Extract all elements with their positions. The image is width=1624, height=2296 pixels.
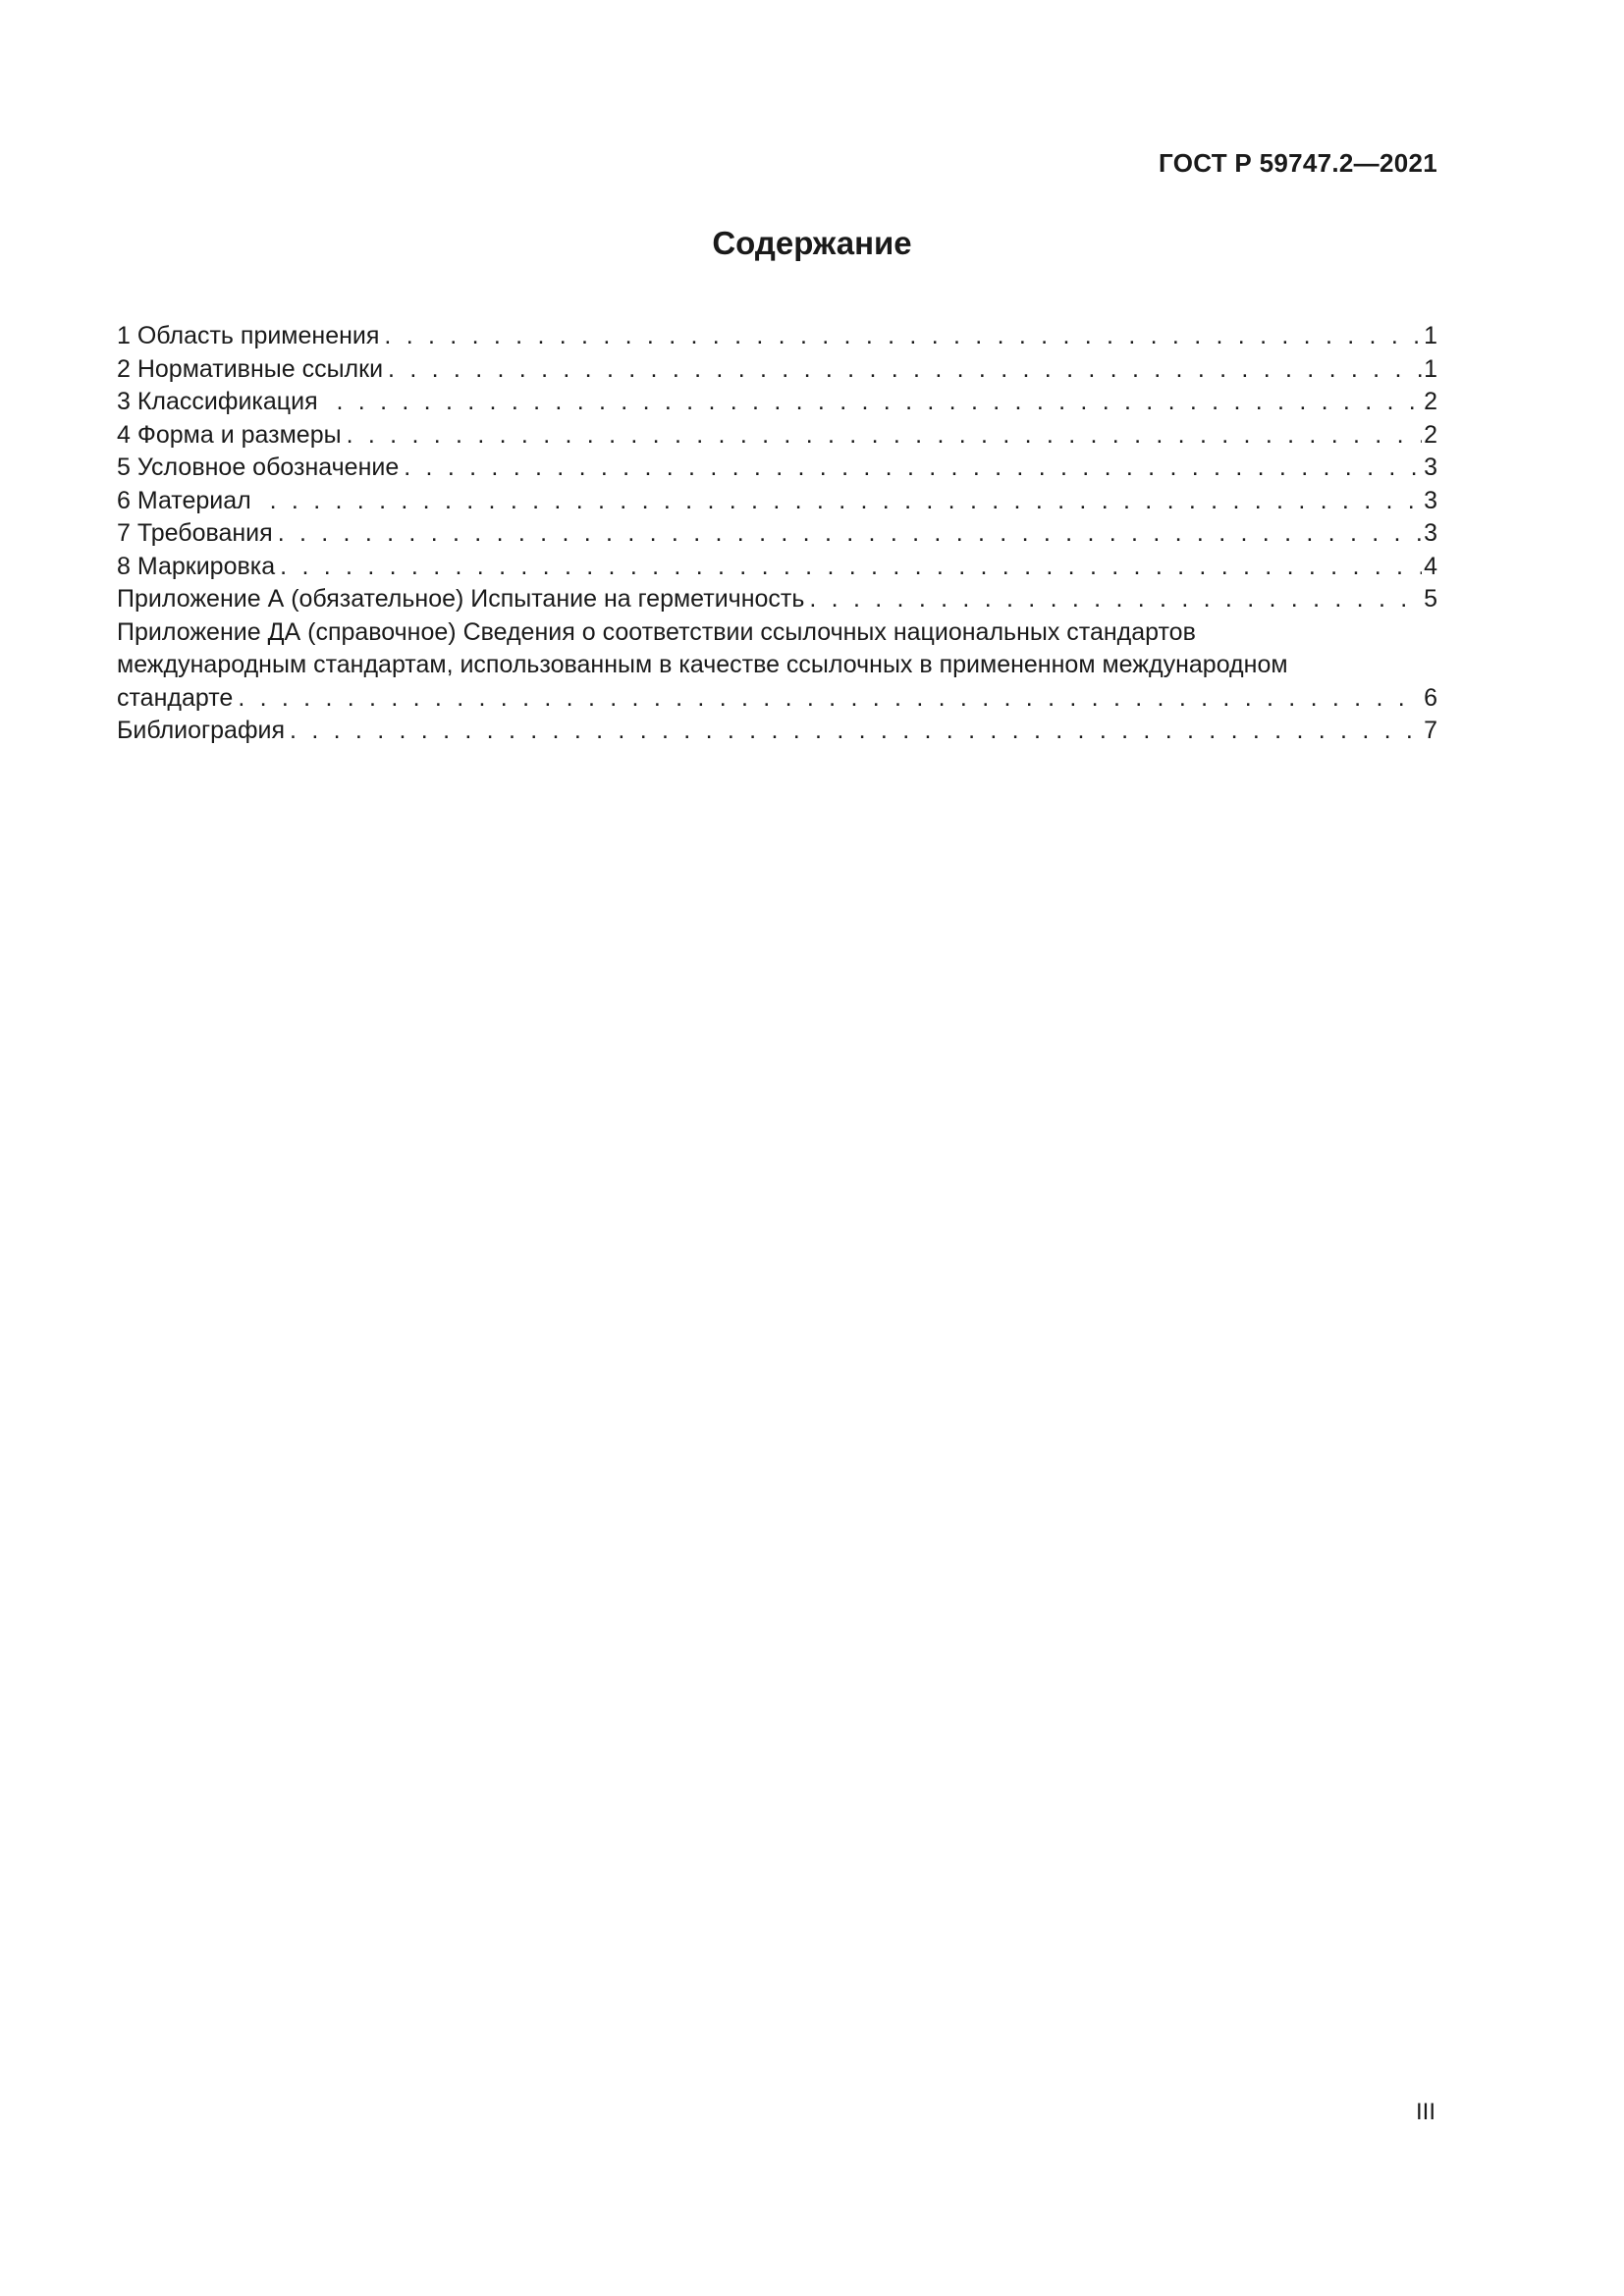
toc-entry-label: 8 Маркировка — [117, 552, 276, 580]
toc-leader-dots — [238, 682, 1422, 716]
toc-entry-page: 1 — [1424, 354, 1437, 383]
toc-entry-page: 4 — [1424, 552, 1437, 580]
page-number: III — [1415, 2099, 1435, 2125]
toc-entry-page: 6 — [1424, 683, 1437, 712]
toc-entry-normative-references[interactable] — [117, 353, 1437, 387]
toc-entry-last-line — [117, 682, 1437, 716]
toc-entry-label: 4 Форма и размеры — [117, 420, 342, 449]
toc-entry-page: 5 — [1424, 585, 1437, 613]
toc-entry-page: 2 — [1424, 388, 1437, 415]
toc-entry-label-line: Приложение ДА (справочное) Сведения о соответствии ссылочных национальных стандартов — [117, 617, 1196, 646]
toc-entry-label-line: международным стандартам, использованным в качестве ссылочных в примененном международном — [117, 651, 1288, 678]
toc-entry-label: 1 Область применения — [117, 322, 380, 349]
toc-leader-dots — [337, 386, 1423, 419]
toc-entry-label: стандарте — [117, 683, 234, 712]
toc-leader-dots — [809, 583, 1422, 616]
toc-entry-label: Библиография — [117, 717, 286, 744]
toc-entry-label: 5 Условное обозначение — [117, 454, 400, 481]
toc-entry-label: 2 Нормативные ссылки — [117, 354, 384, 383]
toc-entry-label: 7 Требования — [117, 519, 273, 547]
toc-entry-page: 3 — [1424, 519, 1437, 547]
toc-leader-dots — [290, 715, 1422, 748]
toc-entry-label: Приложение А (обязательное) Испытание на герметичность — [117, 585, 805, 613]
toc-entry-label: 3 Классификация — [117, 388, 332, 415]
toc-entry-shape-and-dimensions[interactable] — [117, 419, 1437, 453]
document-code: ГОСТ Р 59747.2—2021 — [1159, 148, 1437, 178]
table-of-contents — [117, 320, 1437, 748]
toc-entry-label: 6 Материал — [117, 486, 265, 514]
toc-entry-scope[interactable] — [117, 320, 1437, 353]
toc-entry-appendix-da[interactable] — [117, 616, 1437, 716]
toc-leader-dots — [278, 517, 1422, 551]
toc-entry-page: 2 — [1424, 420, 1437, 449]
toc-entry-designation[interactable] — [117, 452, 1437, 485]
toc-entry-appendix-a[interactable] — [117, 583, 1437, 616]
toc-entry-material[interactable] — [117, 485, 1437, 518]
toc-entry-marking[interactable] — [117, 551, 1437, 584]
toc-entry-page: 7 — [1424, 717, 1437, 744]
toc-entry-page: 3 — [1424, 486, 1437, 514]
toc-leader-dots — [280, 551, 1422, 584]
toc-leader-dots — [404, 452, 1422, 485]
toc-title: Содержание — [712, 225, 912, 261]
toc-entry-page: 1 — [1424, 322, 1437, 349]
toc-entry-requirements[interactable] — [117, 517, 1437, 551]
toc-leader-dots — [270, 485, 1422, 518]
toc-leader-dots — [384, 320, 1422, 353]
toc-leader-dots — [347, 419, 1423, 453]
toc-entry-bibliography[interactable] — [117, 715, 1437, 748]
toc-leader-dots — [388, 353, 1422, 387]
toc-entry-classification[interactable] — [117, 386, 1437, 419]
toc-entry-page: 3 — [1424, 454, 1437, 481]
